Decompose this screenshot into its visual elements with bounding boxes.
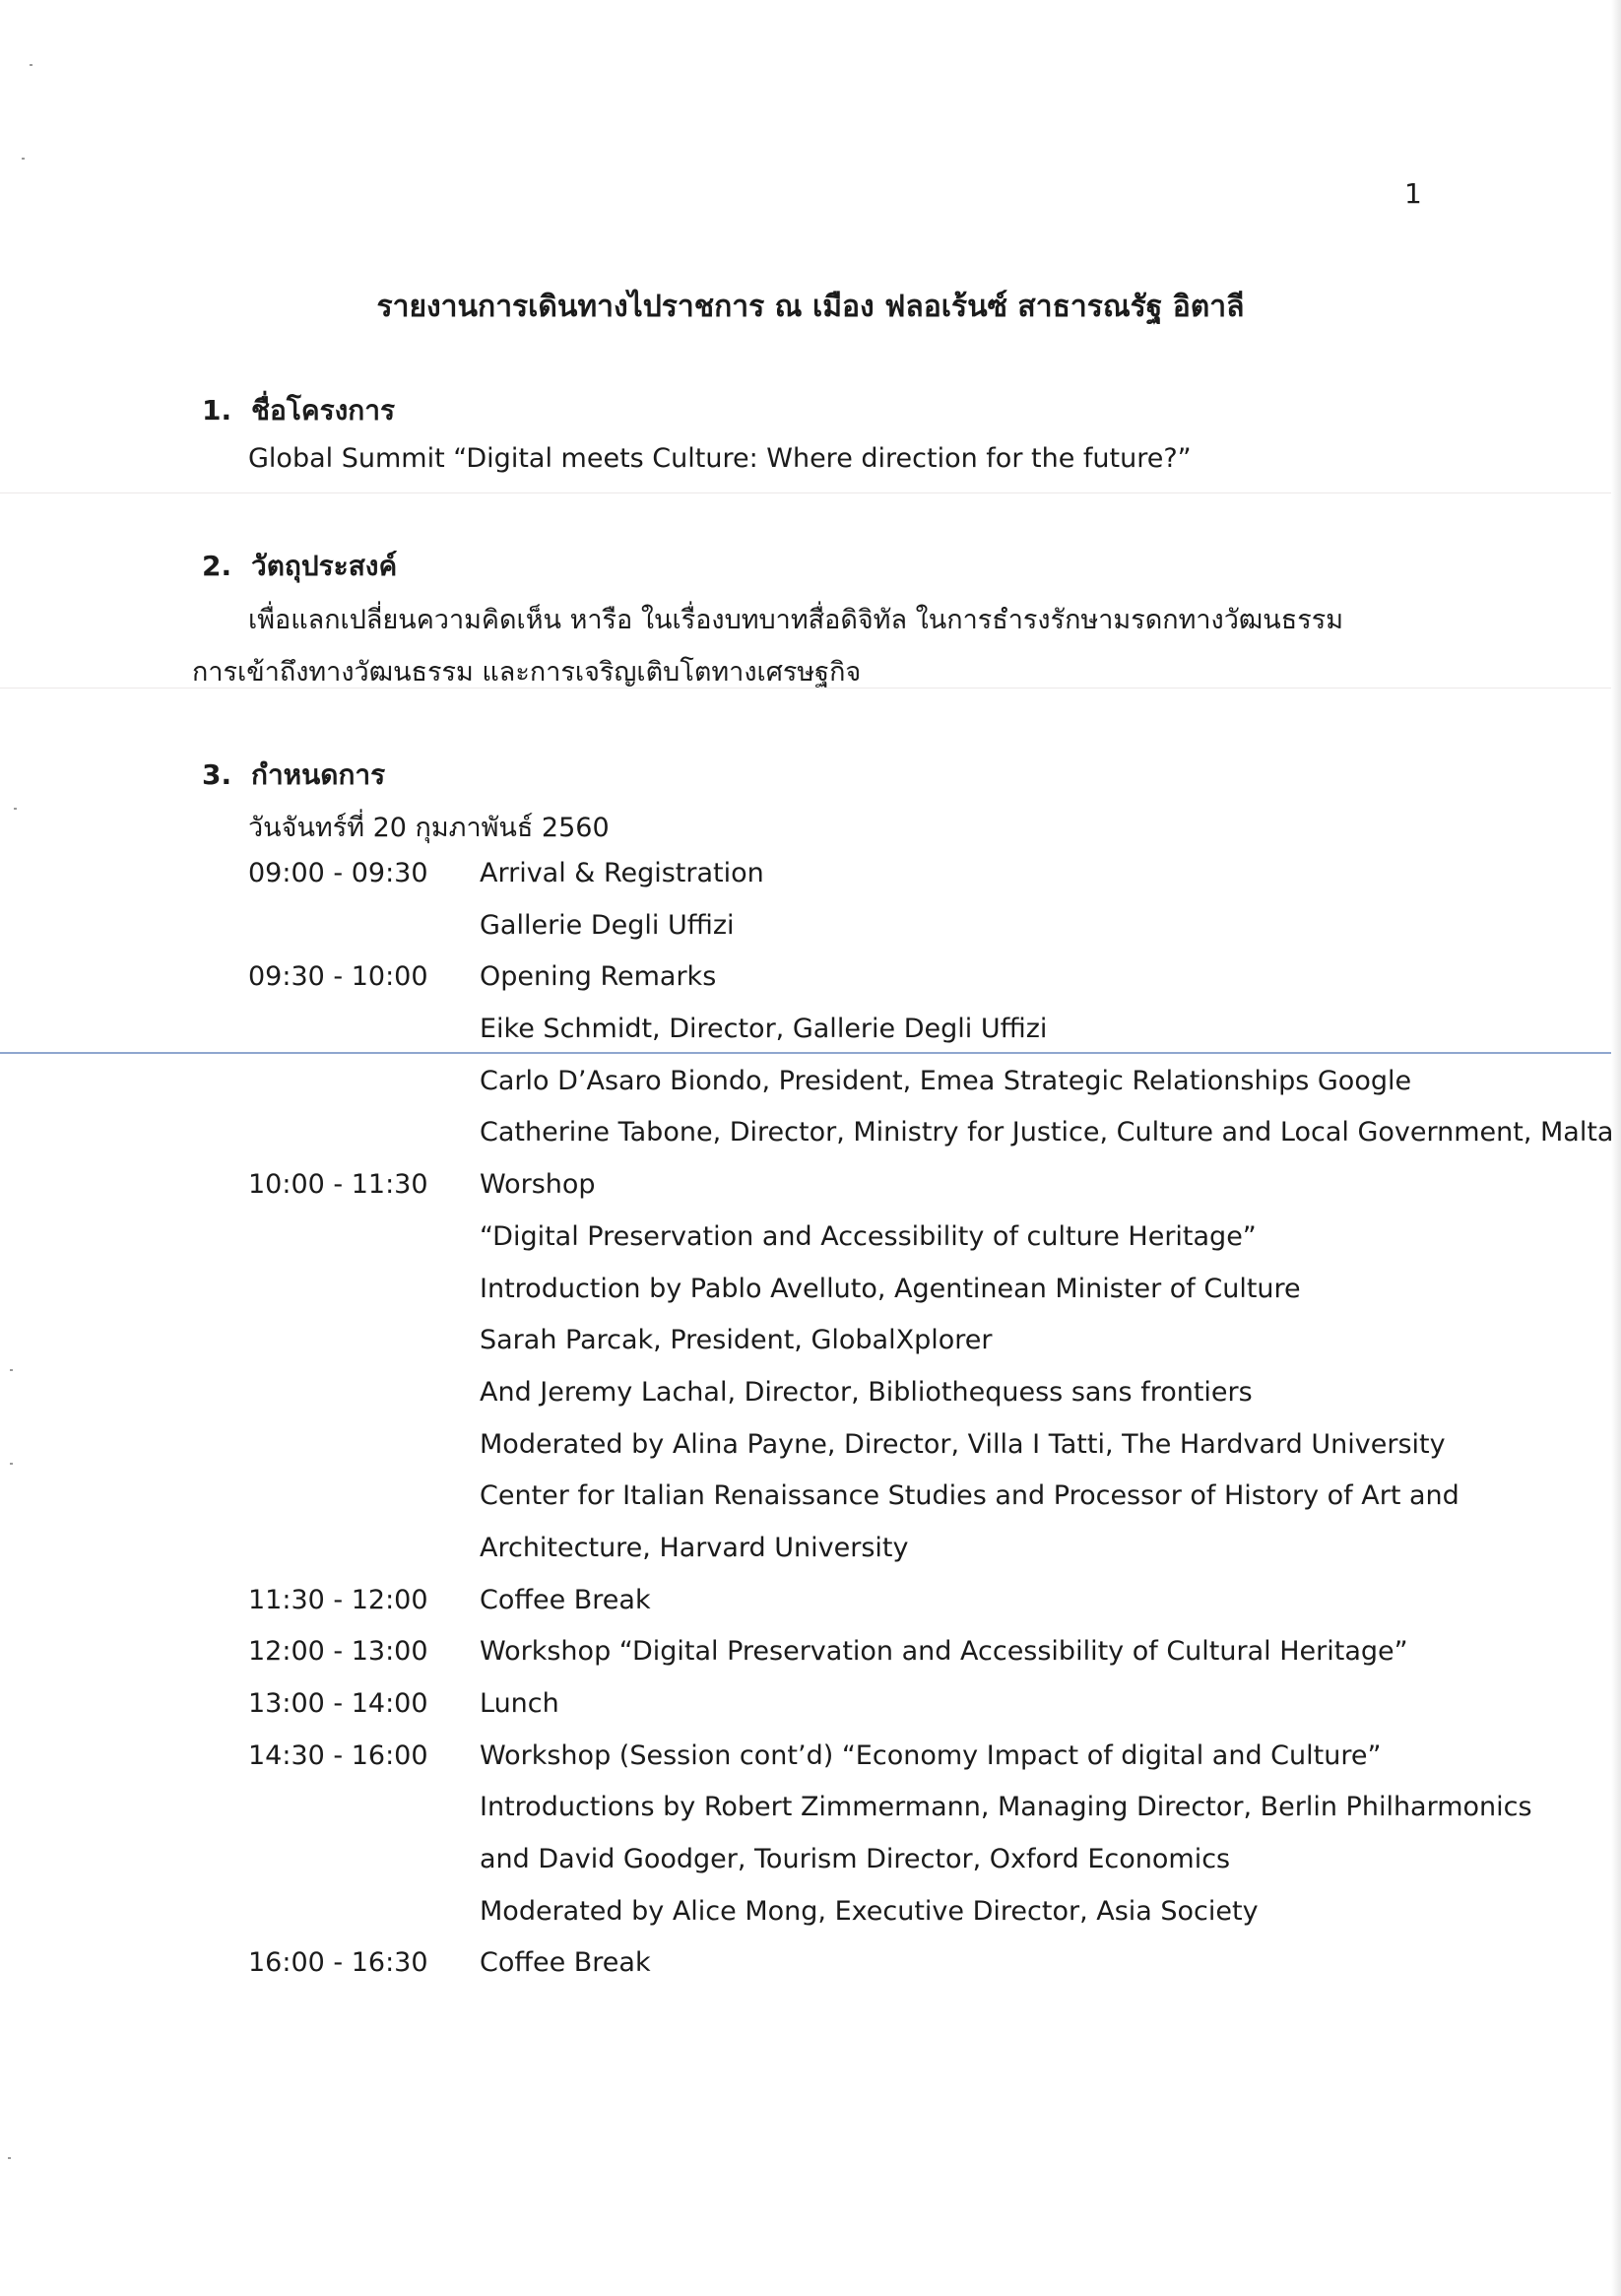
page-edge-shadow [1611,0,1621,2296]
schedule-time: 09:00 - 09:30 [248,858,428,888]
section-3-heading [202,754,385,797]
schedule-time: 10:00 - 11:30 [248,1169,428,1201]
schedule-time: 16:00 - 16:30 [248,1947,428,1979]
section-number: 2. [202,550,232,582]
scan-speck [22,158,25,160]
schedule-time: 11:30 - 12:00 [248,1584,428,1615]
page-title: รายงานการเดินทางไปราชการ ณ เมือง ฟลอเร้นซ์ สาธารณรัฐ อิตาลี [376,290,1245,324]
schedule-description: Catherine Tabone, Director, Ministry for Justice, Culture and Local Government, Malta [480,1117,1614,1148]
schedule-description: Workshop “Digital Preservation and Accessibility of Cultural Heritage” [480,1636,1408,1668]
scan-speck [8,2157,11,2159]
schedule-description: Gallerie Degli Uffizi [480,909,735,941]
schedule-date: วันจันทร์ที่ 20 กุมภาพันธ์ 2560 [248,813,610,843]
scan-speck [14,808,17,810]
section-1-heading [202,389,395,432]
project-name: Global Summit “Digital meets Culture: Where direction for the future?” [248,443,1192,474]
page-number: 1 [1404,177,1422,210]
section-heading-text: ชื่อโครงการ [251,394,396,426]
section-number: 1. [202,394,232,426]
scan-line [0,492,1621,493]
schedule-time: 09:30 - 10:00 [248,961,428,993]
schedule-description: and David Goodger, Tourism Director, Oxford Economics [480,1844,1231,1875]
schedule-description: Carlo D’Asaro Biondo, President, Emea Strategic Relationships Google [480,1065,1412,1096]
schedule-time: 13:00 - 14:00 [248,1688,428,1719]
schedule-description: Sarah Parcak, President, GlobalXplorer [480,1325,993,1356]
schedule-description: “Digital Preservation and Accessibility of culture Heritage” [480,1220,1257,1252]
section-number: 3. [202,758,232,791]
schedule-description: Worshop [480,1169,596,1201]
schedule-description: Moderated by Alice Mong, Executive Director, Asia Society [480,1895,1259,1927]
schedule-description: Center for Italian Renaissance Studies and Processor of History of Art and [480,1480,1459,1512]
schedule-description: Introduction by Pablo Avelluto, Agentinean Minister of Culture [480,1273,1301,1304]
objective-line-1: เพื่อแลกเปลี่ยนความคิดเห็น หารือ ในเรื่องบทบาทสื่อดิจิทัล ในการธำรงรักษามรดกทางวัฒนธรรม [248,605,1344,635]
schedule-description: Architecture, Harvard University [480,1532,909,1563]
schedule-description: And Jeremy Lachal, Director, Bibliothequess sans frontiers [480,1376,1253,1408]
scan-speck [10,1463,13,1465]
section-heading-text: กำหนดการ [251,758,386,791]
schedule-description: Lunch [480,1688,559,1719]
schedule-time: 12:00 - 13:00 [248,1636,428,1668]
section-2-heading [202,545,397,588]
schedule-description: Opening Remarks [480,961,717,993]
schedule-description: Workshop (Session cont’d) “Economy Impact of digital and Culture” [480,1739,1382,1771]
section-heading-text: วัตถุประสงค์ [251,550,398,582]
schedule-description: Eike Schmidt, Director, Gallerie Degli Uffizi [480,1014,1048,1045]
schedule-description: Introductions by Robert Zimmermann, Managing Director, Berlin Philharmonics [480,1792,1532,1823]
scan-rule-line [0,1052,1621,1054]
schedule-description: Arrival & Registration [480,858,764,888]
scan-speck [10,1369,13,1371]
scan-speck [30,64,32,66]
schedule-description: Coffee Break [480,1947,651,1979]
schedule-description: Moderated by Alina Payne, Director, Villa I Tatti, The Hardvard University [480,1428,1446,1460]
schedule-time: 14:30 - 16:00 [248,1739,428,1771]
schedule-description: Coffee Break [480,1584,651,1615]
objective-line-2: การเข้าถึงทางวัฒนธรรม และการเจริญเติบโตทางเศรษฐกิจ [192,657,862,688]
